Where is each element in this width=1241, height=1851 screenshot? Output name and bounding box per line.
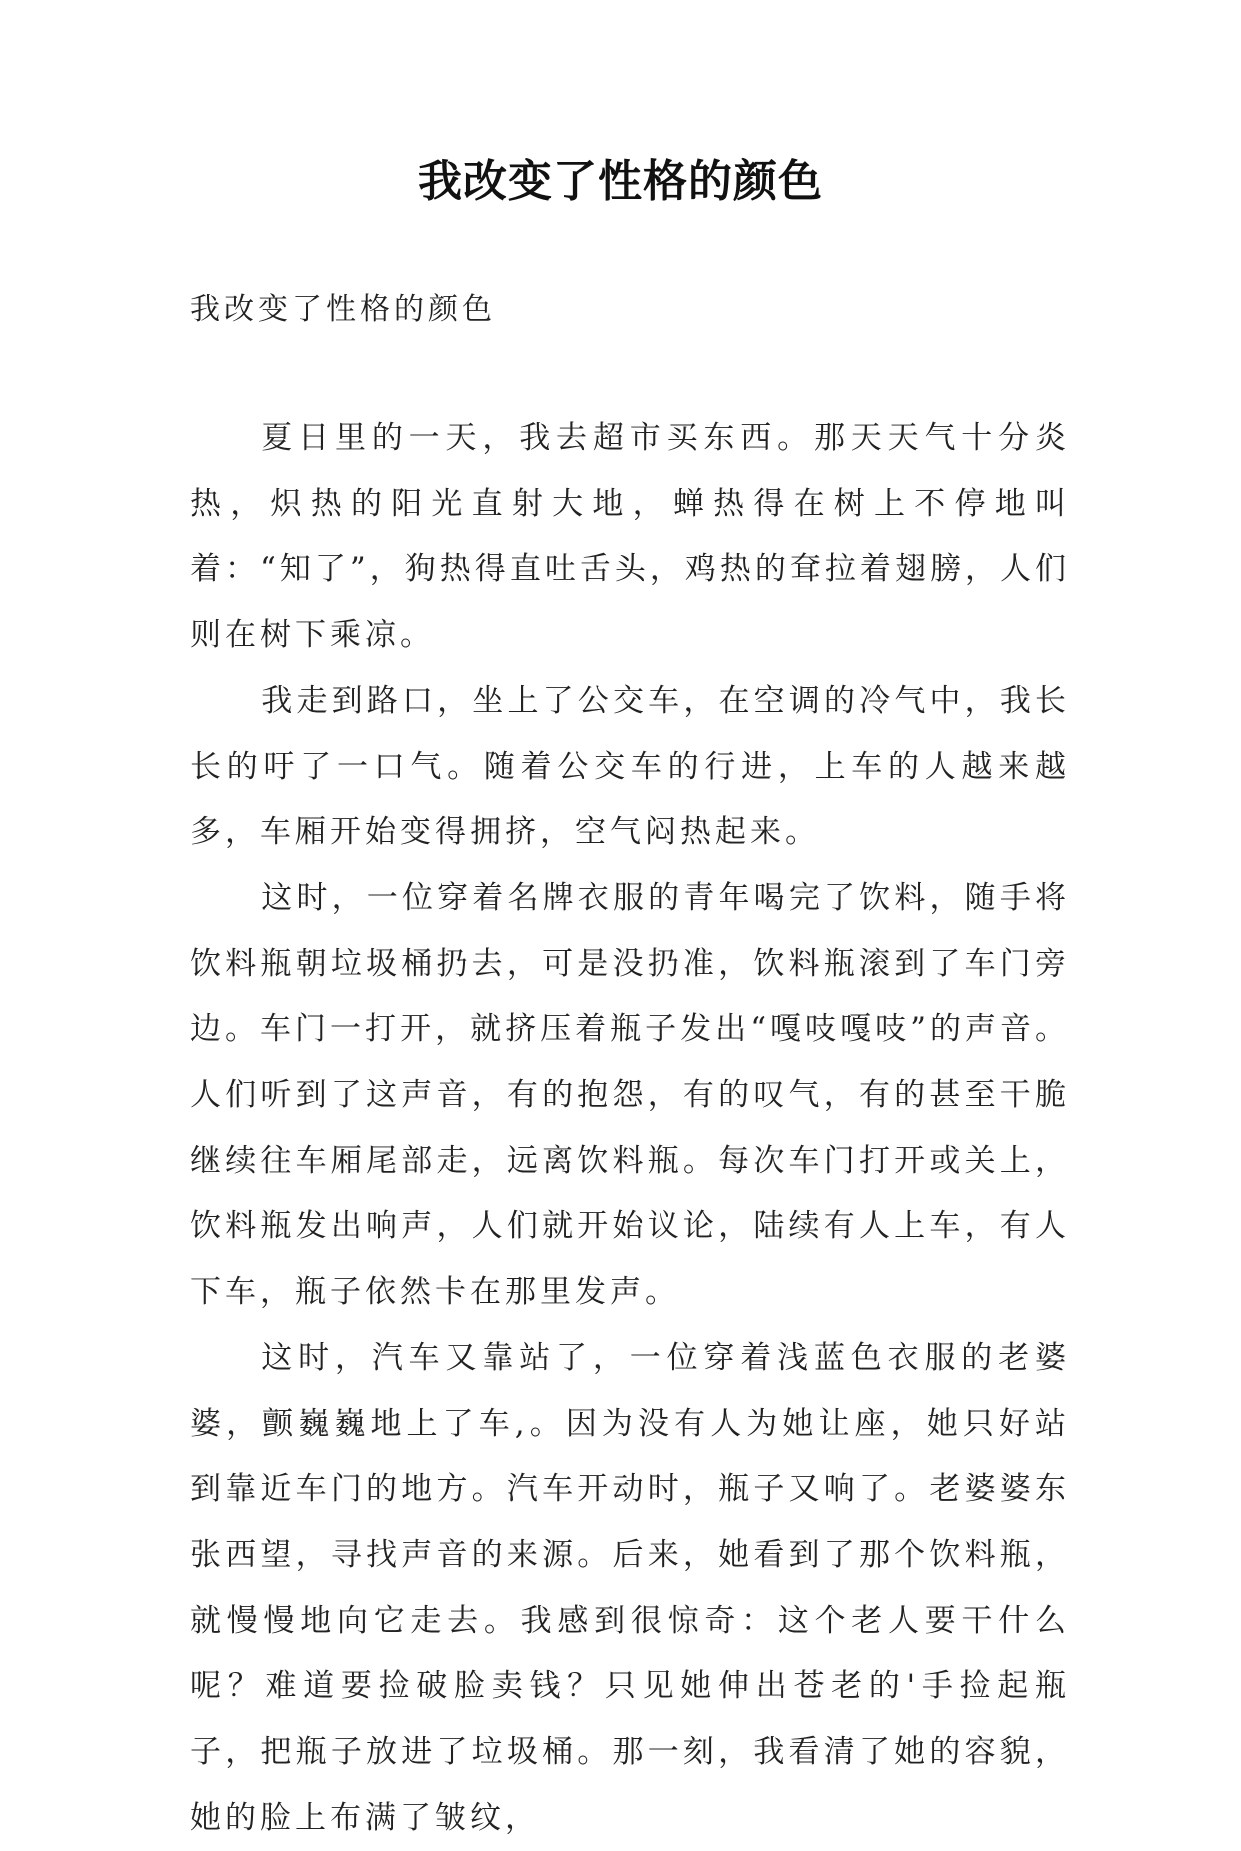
paragraph: 这时，一位穿着名牌衣服的青年喝完了饮料，随手将饮料瓶朝垃圾桶扔去，可是没扔准，饮料瓶滚到了车门旁边。车门一打开，就挤压着瓶子发出“嘎吱嘎吱”的声音。人们听到了这声音，有的抱怨，有的叹气，有的甚至干脆继续往车厢尾部走，远离饮料瓶。每次车门打开或关上，饮料瓶发出响声，人们就开始议论，陆续有人上车，有人下车，瓶子依然卡在那里发声。	[190, 879, 1070, 1311]
paragraph: 我走到路口，坐上了公交车，在空调的冷气中，我长长的吁了一口气。随着公交车的行进，上车的人越来越多，车厢开始变得拥挤，空气闷热起来。	[190, 682, 1070, 851]
document-title: 我改变了性格的颜色	[418, 156, 823, 207]
document-body	[190, 406, 1070, 1851]
paragraph: 夏日里的一天，我去超市买东西。那天天气十分炎热，炽热的阳光直射大地，蝉热得在树上不停地叫着：“知了”，狗热得直吐舌头，鸡热的耷拉着翅膀，人们则在树下乘凉。	[190, 420, 1070, 654]
document-subtitle: 我改变了性格的颜色	[190, 292, 496, 327]
paragraph: 这时，汽车又靠站了，一位穿着浅蓝色衣服的老婆婆，颤巍巍地上了车,。因为没有人为她让座，她只好站到靠近车门的地方。汽车开动时，瓶子又响了。老婆婆东张西望，寻找声音的来源。后来，她看到了那个饮料瓶，就慢慢地向它走去。我感到很惊奇：这个老人要干什么呢？难道要捡破脸卖钱？只见她伸出苍老的'手捡起瓶子，把瓶子放进了垃圾桶。那一刻，我看清了她的容貌，她的脸上布满了皱纹，	[190, 1339, 1070, 1836]
